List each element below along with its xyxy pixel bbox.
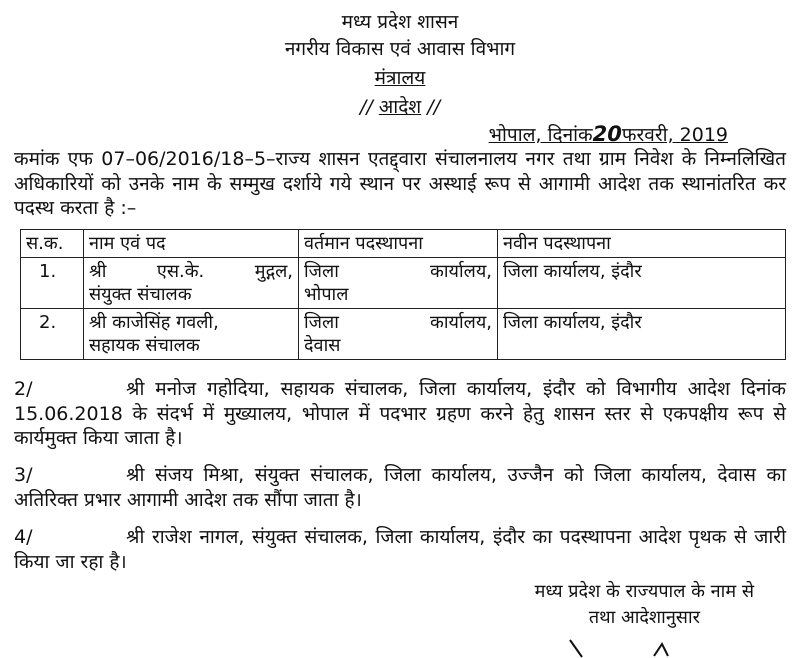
header-current: वर्तमान पदस्थापना (299, 230, 498, 258)
row-name: श्री एस.के. मुद्गल, (89, 261, 293, 282)
row-current-city: भोपाल (304, 284, 349, 305)
table-row (21, 258, 786, 309)
intro-paragraph: कमांक एफ 07–06/2016/18–5–राज्य शासन एतद्द्वारा संचालनालय नगर तथा ग्राम निवेश के निम्नलिखित अधिकारियों को उनके नाम के सम्मुख दर्शाये गये स्थान पर अस्थाई रूप से आगामी आदेश तक स्थानांतरित कर पदस्थ करता है :– (14, 148, 786, 219)
order-word: आदेश (378, 96, 422, 118)
signature-line-1: मध्य प्रदेश के राज्यपाल के नाम से (534, 581, 754, 602)
paragraph-3-number: 3/ (14, 464, 33, 486)
row-name-post (84, 258, 299, 309)
row-current-office: जिला कार्यालय, (304, 261, 492, 282)
paragraph-2 (14, 377, 786, 451)
paragraph-2-number: 2/ (14, 378, 33, 400)
row-name-post (84, 309, 299, 360)
order-prefix: // (359, 96, 373, 118)
paragraph-4-text: श्री राजेश नागल, संयुक्त संचालक, जिला कार्यालय, इंदौर का पदस्थापना आदेश पृथक से जारी किया जा रहा है। (14, 526, 786, 573)
date-day: 20 (592, 122, 622, 146)
signature-mark-icon (568, 638, 688, 658)
paragraph-4-number: 4/ (14, 526, 33, 548)
row-post: संयुक्त संचालक (89, 284, 192, 305)
paragraph-2-text: श्री मनोज गहोदिया, सहायक संचालक, जिला कार्यालय, इंदौर को विभागीय आदेश दिनांक 15.06.2018 के संदर्भ में मुख्यालय, भोपाल में पदभार ग्रहण करने हेतु शासन स्तर से एकपक्षीय रूप से कार्यमुक्त किया जाता है। (14, 378, 786, 449)
paragraph-4 (14, 525, 786, 574)
header-ministry-wrap (0, 66, 800, 90)
header-government: मध्य प्रदेश शासन (341, 11, 459, 33)
date-month-year: फरवरी, 2019 (621, 124, 728, 146)
row-new: जिला कार्यालय, इंदौर (498, 258, 786, 309)
row-current-office: जिला कार्यालय, (304, 312, 492, 333)
signature-line-2: तथा आदेशानुसार (588, 607, 700, 628)
transfer-table (20, 229, 786, 360)
paragraph-3-text: श्री संजय मिश्रा, संयुक्त संचालक, जिला कार्यालय, उज्जैन को जिला कार्यालय, देवास का अतिरिक्त प्रभार आगामी आदेश तक सौंपा जाता है। (14, 464, 786, 511)
header-department: नगरीय विकास एवं आवास विभाग (284, 38, 516, 60)
row-serial: 2. (21, 309, 84, 360)
row-name: श्री काजेसिंह गवली, (89, 312, 219, 333)
table-row (21, 309, 786, 360)
row-post: सहायक संचालक (89, 335, 200, 356)
date-place: भोपाल, दिनांक (488, 124, 593, 146)
header-serial: स.क. (21, 230, 84, 258)
row-current (299, 258, 498, 309)
header-ministry: मंत्रालय (374, 67, 426, 89)
paragraph-3 (14, 463, 786, 512)
header-name: नाम एवं पद (84, 230, 299, 258)
order-date (489, 122, 728, 147)
order-title (0, 95, 800, 119)
table-header-row (21, 230, 786, 258)
row-current (299, 309, 498, 360)
row-serial: 1. (21, 258, 84, 309)
row-new: जिला कार्यालय, इंदौर (498, 309, 786, 360)
header-new: नवीन पदस्थापना (498, 230, 786, 258)
row-current-city: देवास (304, 335, 341, 356)
order-suffix: // (427, 96, 441, 118)
